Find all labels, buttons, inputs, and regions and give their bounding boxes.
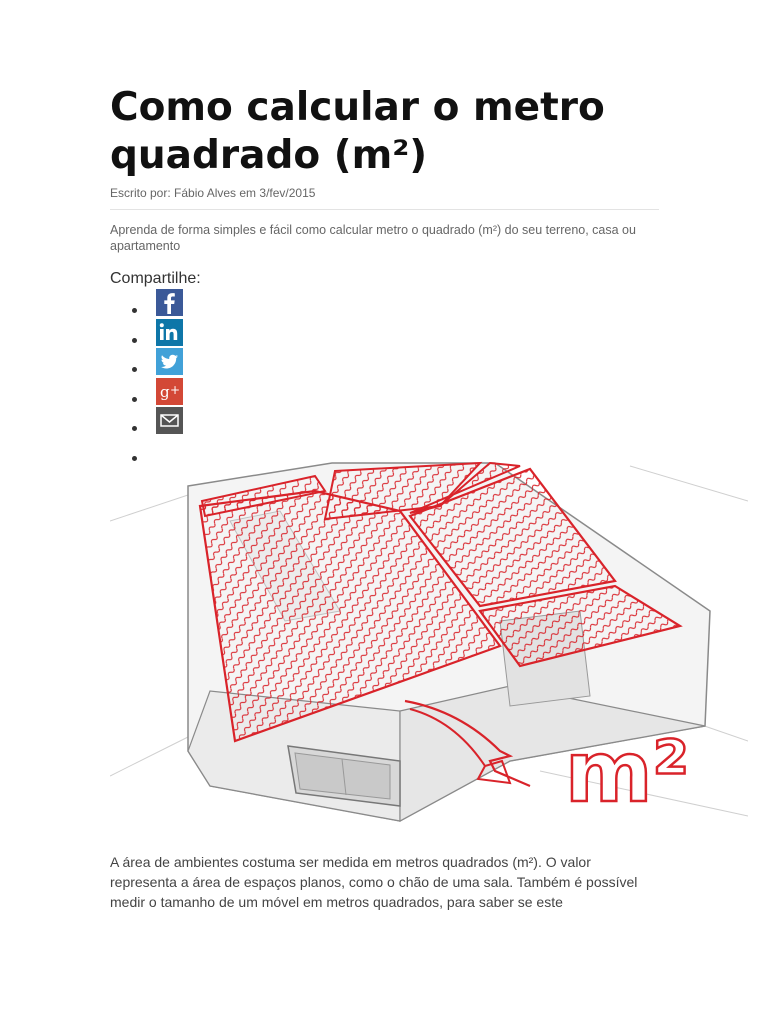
bullet [132, 338, 137, 343]
bullet [132, 426, 137, 431]
facebook-icon [156, 289, 183, 316]
article-title: Como calcular o metro quadrado (m²) [110, 85, 605, 178]
bullet [132, 456, 137, 461]
bullet [132, 397, 137, 402]
facebook-share-button[interactable] [156, 289, 183, 316]
twitter-share-button[interactable] [156, 348, 183, 375]
google-plus-share-button[interactable] [156, 378, 183, 405]
svg-text:g: g [160, 382, 170, 401]
article-byline: Escrito por: Fábio Alves em 3/fev/2015 [110, 186, 316, 200]
share-heading: Compartilhe: [110, 270, 201, 287]
google-plus-icon [156, 378, 183, 405]
linkedin-icon [156, 319, 183, 346]
hero-illustration [110, 461, 748, 834]
divider [110, 209, 659, 210]
email-icon [156, 407, 183, 434]
bullet [132, 367, 137, 372]
svg-text:+: + [170, 382, 181, 397]
apartment-floorplan-sketch [110, 461, 748, 834]
bullet [132, 308, 137, 313]
linkedin-share-button[interactable] [156, 319, 183, 346]
article-lead: Aprenda de forma simples e fácil como calcular metro o quadrado (m²) do seu terreno, casa ou apartamento [110, 223, 636, 253]
email-share-button[interactable] [156, 407, 183, 434]
twitter-icon [156, 348, 183, 375]
m2-label: m² [565, 723, 690, 821]
article-body: A área de ambientes costuma ser medida em metros quadrados (m²). O valor representa a área de espaços planos, como o chão de uma sala. Também é possível medir o tamanho de um móvel em metros quadrados, para saber se este [110, 854, 638, 910]
